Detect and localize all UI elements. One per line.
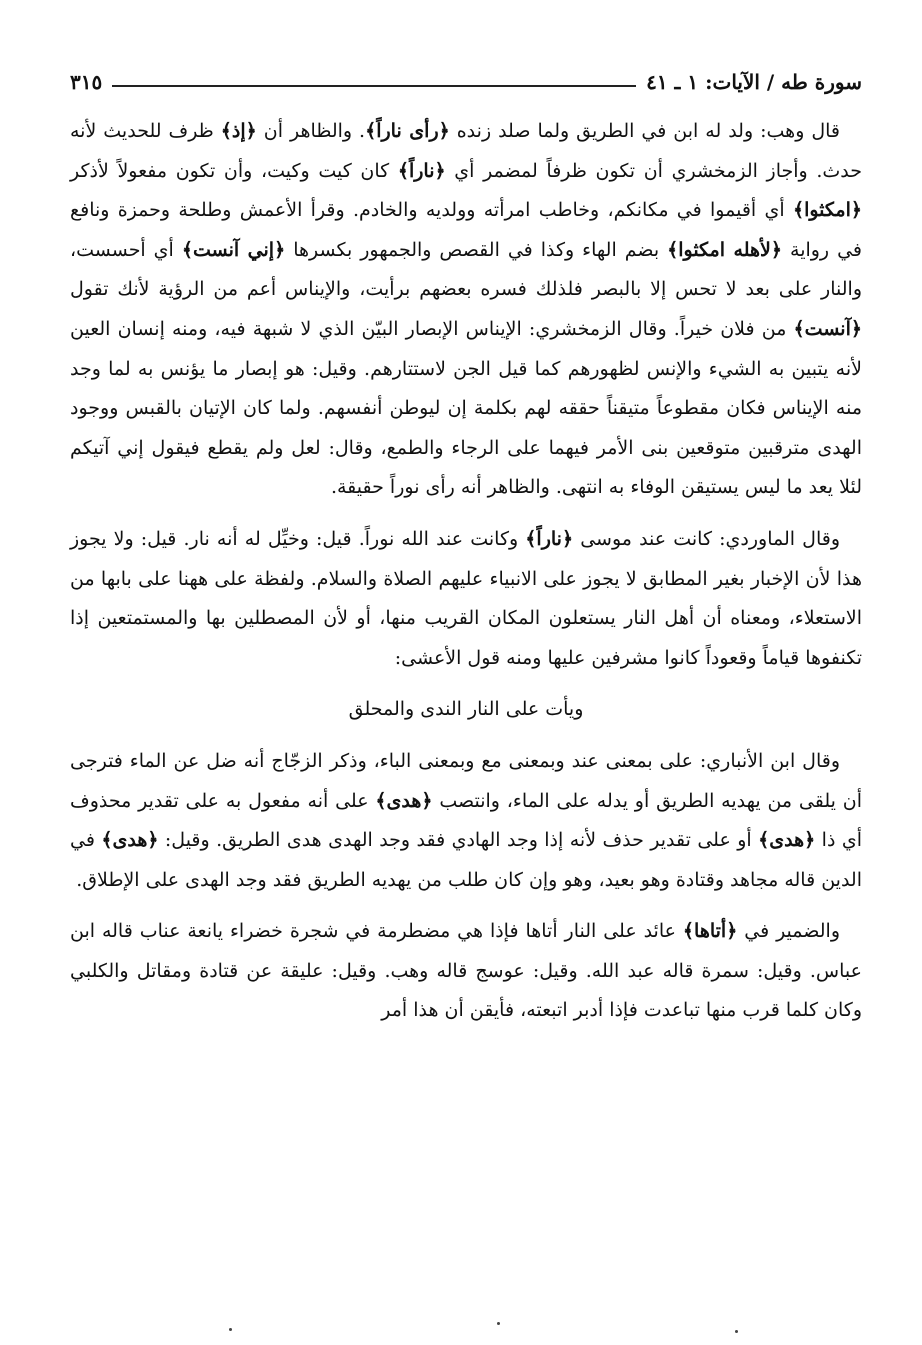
- text-run: بضم الهاء وكذا في القصص والجمهور بكسرها: [285, 238, 668, 261]
- text-run: في الدين قاله مجاهد وقتادة وهو بعيد، وهو وإن كان طلب من يهديه الطريق فقد وجد الهدى على الإطلاق.: [70, 829, 862, 891]
- text-run: والضمير في: [737, 920, 840, 943]
- paragraph-mawardi: [70, 520, 862, 678]
- text-run: وكانت عند الله نوراً. قيل: وخيِّل له أنه نار. قيل: ولا يجوز هذا لأن الإخبار بغير المطابق لا يجوز على الانبياء عليهم الصلاة والسلام. ولفظة على ههنا على بابها من الاستعلاء، ومعناه أن أهل النار يستعلون المكان القريب منها، أو لأن المصطلين بها والمستمتعين إذا تكنفوها قياماً وقعوداً كانوا مشرفين عليها ومنه قول الأعشى:: [70, 527, 862, 669]
- quran-quote: ﴿رأى ناراً﴾: [365, 120, 450, 142]
- header-title: سورة طه / الآيات: ١ ـ ٤١: [646, 70, 862, 94]
- text-run: وقال ابن الأنباري: على بمعنى عند وبمعنى مع وبمعنى الباء، وذكر الزجّاج أنه ضل عن الماء فترجى أن يلقى من يهديه الطريق أو يدله على الماء، وانتصب: [70, 749, 863, 812]
- quran-quote: ﴿هدى﴾: [758, 829, 816, 852]
- quran-quote: ﴿إذ﴾: [220, 120, 257, 142]
- paragraph-anbari: [70, 742, 862, 900]
- text-run: . والظاهر أن: [256, 120, 366, 142]
- quran-quote: ﴿ناراً﴾: [525, 527, 574, 550]
- text-run: ظرف للحديث لأنه حدث. وأجاز الزمخشري أن تكون ظرفاً لمضمر أي: [70, 120, 862, 182]
- poetry-verse: ويأت على النار الندى والمحلق: [348, 698, 584, 721]
- paragraph-wahb: [70, 112, 862, 508]
- page-body: [70, 112, 862, 1043]
- scan-speck: [497, 1322, 500, 1325]
- header-rule: [112, 85, 636, 87]
- quran-quote: ﴿أتاها﴾: [682, 920, 738, 943]
- scan-speck: [229, 1328, 232, 1331]
- text-run: قال وهب: ولد له ابن في الطريق ولما صلد زنده: [449, 120, 841, 142]
- running-header: [70, 62, 862, 102]
- text-run: أو على تقدير حذف لأنه إذا وجد الهادي فقد وجد الهدى هدى الطريق. وقيل:: [158, 829, 759, 852]
- text-run: عائد على النار أتاها فإذا هي مضطرمة في شجرة خضراء يانعة عناب قاله ابن عباس. وقيل: سمرة قاله عبد الله. وقيل: عوسج قاله وهب. وقيل: عليقة عن قتادة ومقاتل والكلبي وكان كلما قرب منها تباعدت فإذا أدبر اتبعته، فأيقن أن هذا أمر: [70, 920, 862, 1022]
- page-number: ٣١٥: [70, 70, 103, 94]
- quran-quote: ﴿إني آنست﴾: [181, 238, 286, 261]
- quran-quote: ﴿هدى﴾: [375, 789, 433, 812]
- scan-speck: [735, 1330, 738, 1333]
- quran-quote: ﴿امكثوا﴾: [792, 199, 862, 222]
- text-run: وقال الماوردي: كانت عند موسى: [573, 527, 840, 550]
- text-run: على أنه مفعول به على تقدير محذوف أي ذا: [70, 789, 862, 852]
- text-run: أي أحسست، والنار على بعد لا تحس إلا بالبصر فلذلك فسره بعضهم برأيت، والإيناس أعم من الرؤية لأنك تقول: [70, 238, 862, 301]
- text-run: كان كيت وكيت، وأن تكون مفعولاً لأذكر: [70, 159, 398, 182]
- text-run: أي أقيموا في مكانكم، وخاطب امرأته وولديه والخادم. وقرأ الأعمش وطلحة وحمزة ونافع في رواية: [70, 199, 863, 261]
- paragraph-pronoun: [70, 912, 862, 1031]
- quran-quote: ﴿لأهله امكثوا﴾: [667, 238, 783, 261]
- quran-quote: ﴿هدى﴾: [101, 829, 159, 852]
- quran-quote: ﴿ناراً﴾: [397, 159, 446, 182]
- text-run: من فلان خيراً. وقال الزمخشري: الإيناس الإبصار البيّن الذي لا شبهة فيه، ومنه إنسان العين لأنه يتبين به الشيء والإنس لظهورهم كما قيل الجن لاستتارهم. وقيل: هو إبصار ما يؤنس به لما وجد منه الإيناس فكان مقطوعاً متيقناً حققه لهم بكلمة إن ليوطن أنفسهم. ولما كان الإتيان بالقبس ووجود الهدى مترقبين متوقعين بنى الأمر فيهما على الرجاء والطمع، وقال: لعل ولم يقطع فيقول إني آتيكم لئلا يعد ما ليس يستيقن الوفاء به انتهى. والظاهر أنه رأى نوراً حقيقة.: [70, 317, 862, 499]
- quran-quote: ﴿آنست﴾: [793, 317, 862, 340]
